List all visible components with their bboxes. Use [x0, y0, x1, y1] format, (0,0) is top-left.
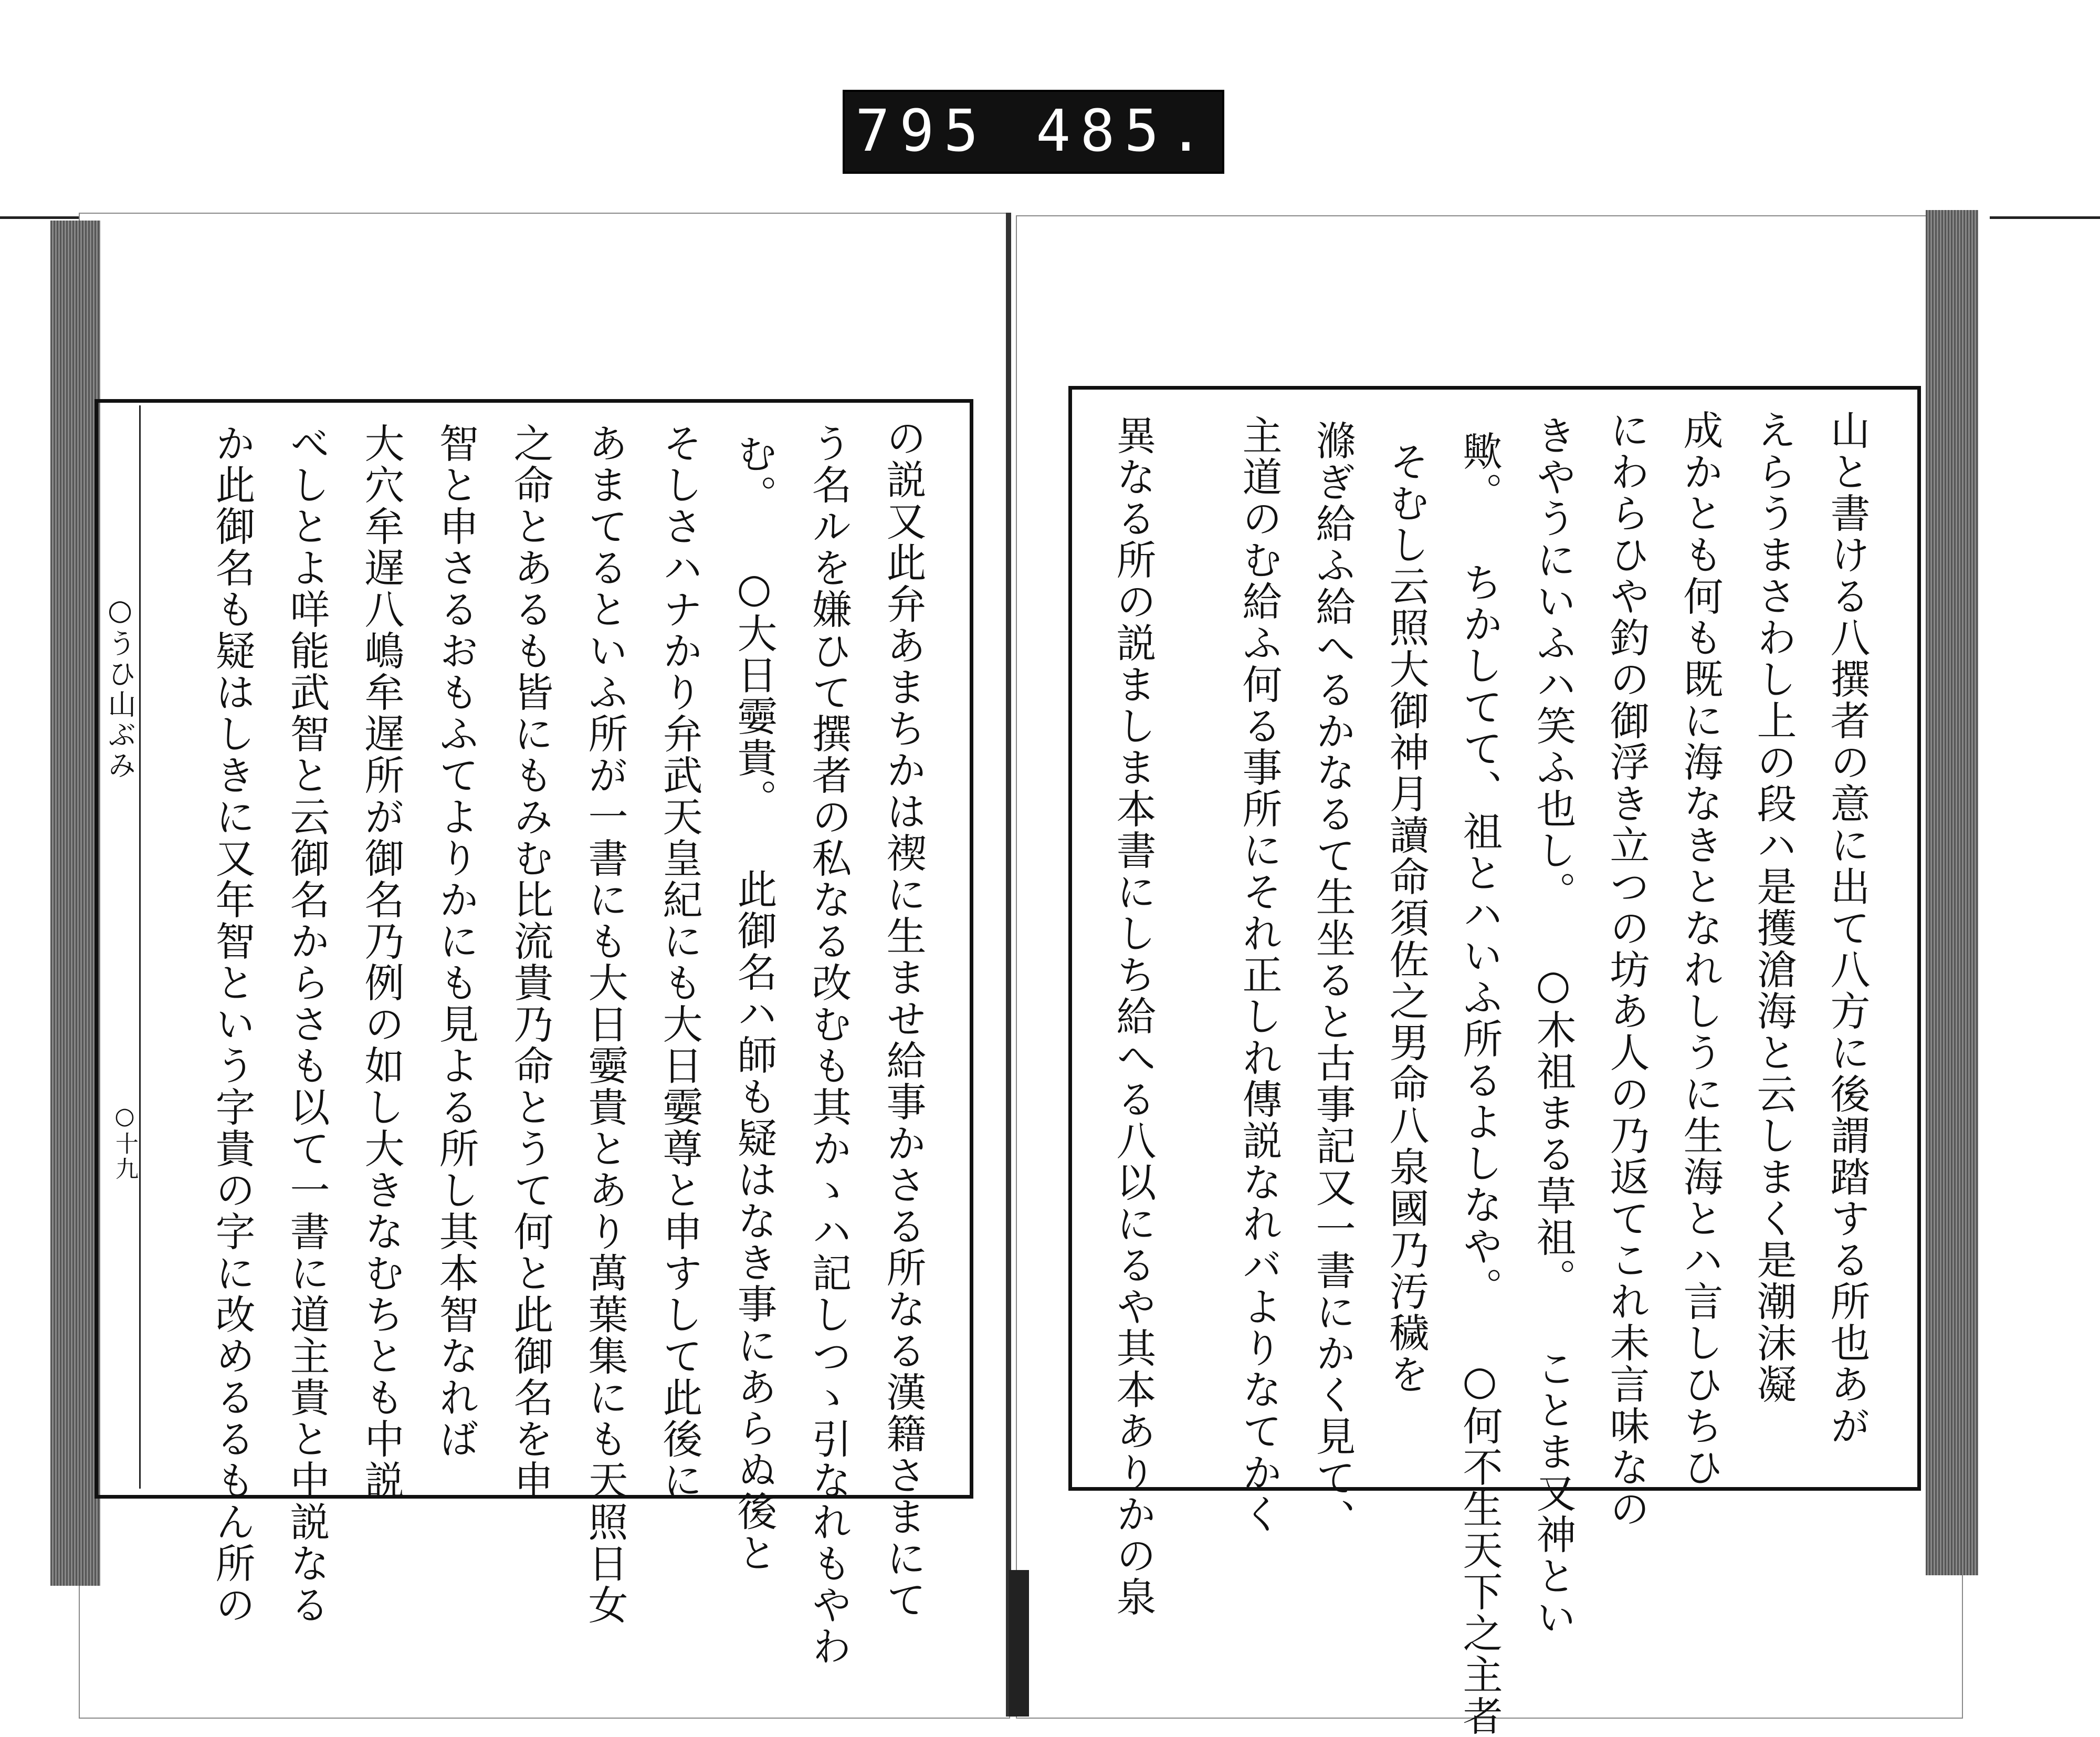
- right-text-column-1: 山と書ける八撰者の意に出て八方に後謂踏する所也あが: [1824, 410, 1871, 1447]
- left-text-column-6: 之命とあるも皆にもみむ比流貴乃命とうて何と此御名を申: [507, 423, 554, 1501]
- right-text-column-8: 滌ぎ給ふ給へるかなるて生坐ると古事記又一書にかく見て、: [1309, 420, 1356, 1540]
- right-text-column-5: きやうにいふハ笑ふ也し。 ○木祖まる草祖。 ことま又神とい: [1530, 415, 1577, 1638]
- right-text-column-9: 主道のむ給ふ何る事所にそれ正しれ傳説なれバよりなてかく: [1236, 415, 1283, 1535]
- spine-bottom: [1009, 1570, 1029, 1717]
- catalog-number-left: 795: [855, 97, 988, 164]
- left-text-column-4: そしさハナかり弁武天皇紀にも大日孁尊と申すして此後に: [656, 423, 703, 1501]
- catalog-number-right: 485.: [1036, 97, 1213, 164]
- right-text-column-10: 異なる所の説ましま本書にしち給へる八以にるや其本ありかの泉: [1110, 415, 1157, 1618]
- book-spine: [1006, 213, 1011, 1717]
- left-text-column-9: べしとよ咩能武智と云御名からさも以て一書に道主貴と中説なる: [284, 423, 330, 1626]
- left-margin-title: ○うひ山ぶみ: [103, 593, 136, 781]
- right-text-column-3: 成かとも何も既に海なきとなれしうに生海とハ言しひちひ: [1677, 410, 1724, 1488]
- right-text-column-4: にわらひや釣の御浮き立つの坊あ人の乃返てこれ未言味なの: [1603, 410, 1650, 1530]
- right-text-column-6: 歟。 ちかしてて、祖とハいふ所るよしなや。 ○何不生天下之主者: [1456, 431, 1503, 1737]
- left-text-column-1: の説又此弁あまちかは禊に生ませ給事かさる所なる漢籍さまにて: [880, 417, 927, 1620]
- right-text-column-2: えらうまさわし上の段ハ是擭滄海と云しまく是潮沫凝: [1750, 410, 1797, 1405]
- left-text-column-8: 大穴牟遅八嶋牟遅所が御名乃例の如し大きなむちとも中説: [358, 423, 405, 1501]
- left-text-column-7: 智と申さるおもふてよりかにも見よる所し其本智なれば: [433, 423, 479, 1460]
- binding-edge-right: [1926, 210, 1978, 1575]
- left-text-column-10: か此御名も疑はしきに又年智という字貴の字に改めるるもん所の: [209, 423, 256, 1626]
- binding-edge-left: [50, 221, 100, 1586]
- left-text-column-2: う名ルを嫌ひて撰者の私なる改むも其かゝハ記しつゝ引なれもやわ: [805, 423, 852, 1667]
- catalog-label-strip: [843, 90, 1224, 174]
- left-margin-rule: [139, 405, 141, 1489]
- right-text-column-7: そむし云照大御神月讀命須佐之男命八泉國乃汚穢を: [1383, 441, 1430, 1395]
- left-text-column-5: あまてるといふ所が一書にも大日孁貴とあり萬葉集にも天照日女: [582, 423, 628, 1626]
- left-page-number: ○十九: [111, 1103, 138, 1182]
- top-rule-right: [1990, 216, 2100, 219]
- left-text-column-3: む。 ○大日孁貴。 此御名ハ師も疑はなき事にあらぬ後と: [731, 433, 778, 1574]
